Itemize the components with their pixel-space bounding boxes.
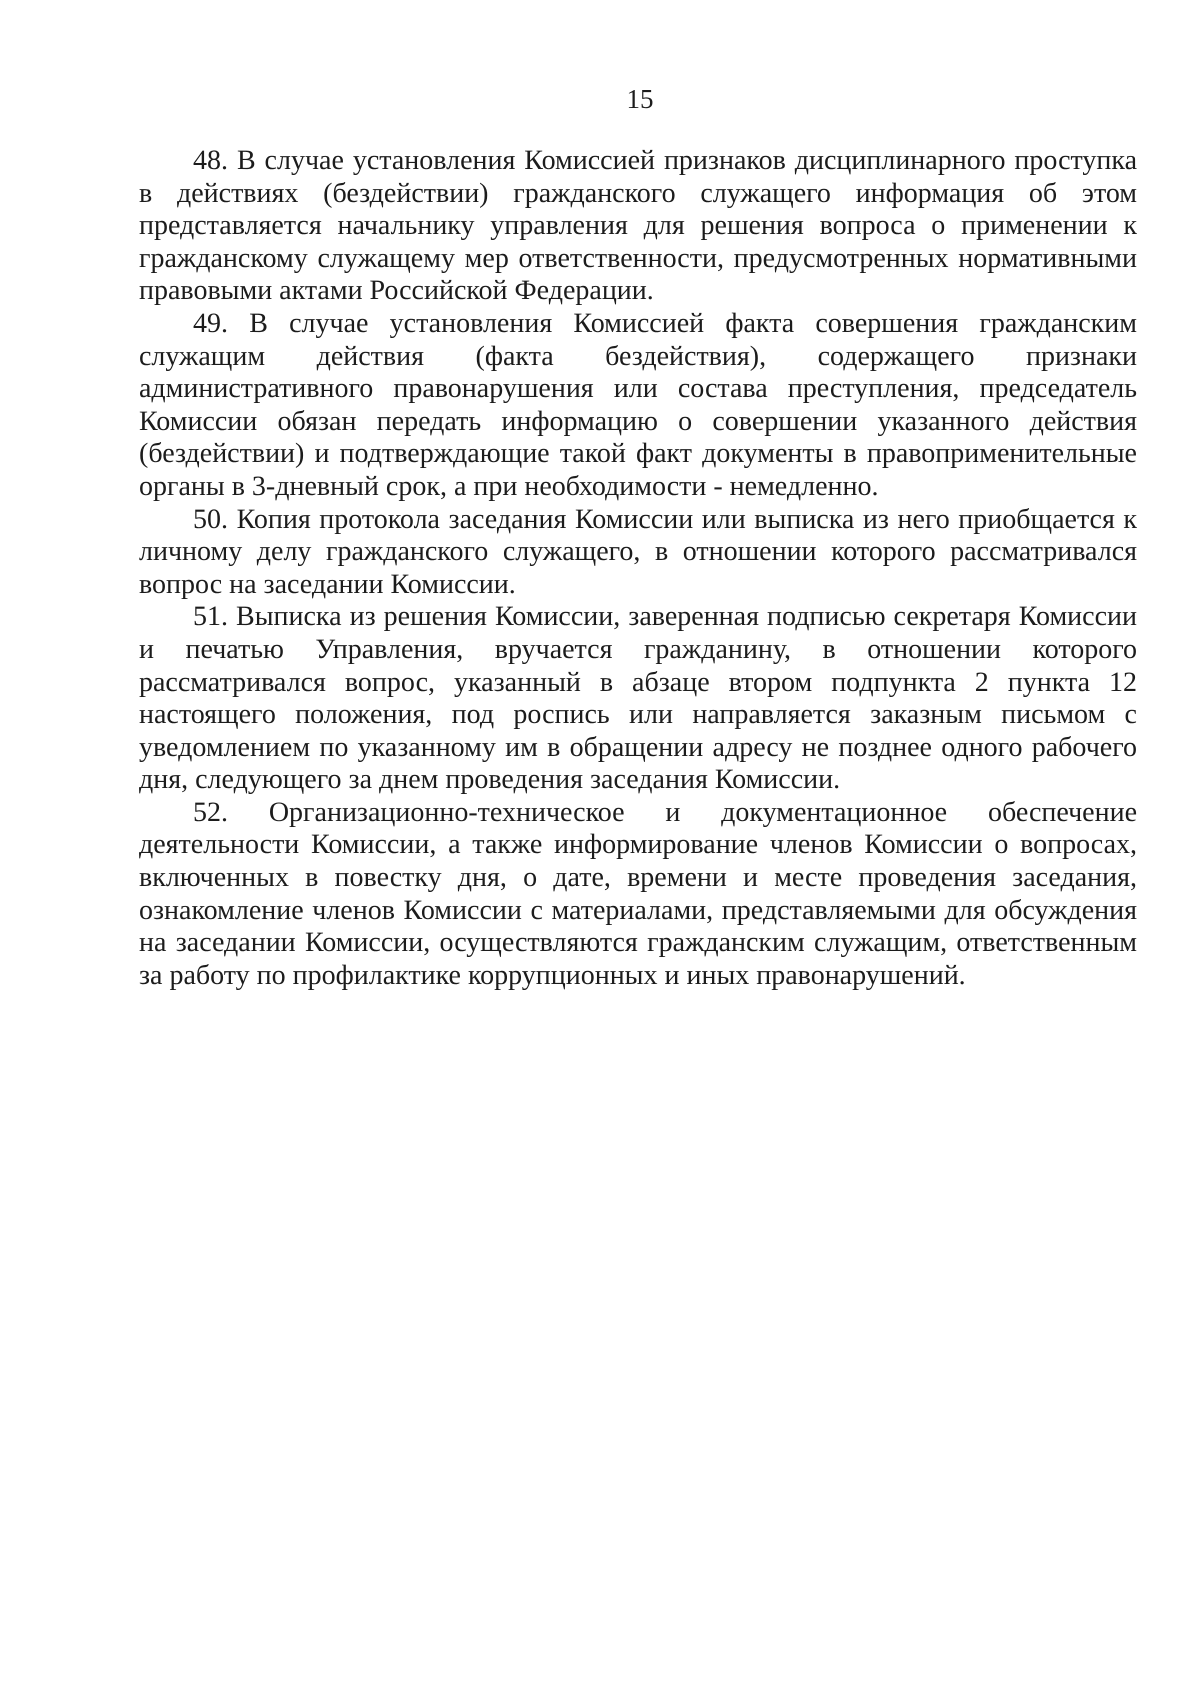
- paragraph-50: 50. Копия протокола заседания Комиссии или выписка из него приобщается к личному делу гражданского служащего, в отношении которого рассматривался вопрос на заседании Комиссии.: [139, 503, 1137, 600]
- document-body: [139, 145, 1137, 992]
- paragraph-51: 51. Выписка из решения Комиссии, заверенная подписью секретаря Комиссии и печатью Управления, вручается гражданину, в отношении которого рассматривался вопрос, указанный в абзаце втором подпункта 2 пункта 12 настоящего положения, под роспись или направляется заказным письмом с уведомлением по указанному им в обращении адресу не позднее одного рабочего дня, следующего за днем проведения заседания Комиссии.: [139, 601, 1137, 796]
- paragraph-48: 48. В случае установления Комиссией признаков дисциплинарного проступка в действиях (бездействии) гражданского служащего информация об этом представляется начальнику управления для решения вопроса о применении к гражданскому служащему мер ответственности, предусмотренных нормативными правовыми актами Российской Федерации.: [139, 145, 1137, 307]
- paragraph-49: 49. В случае установления Комиссией факта совершения гражданским служащим действия (факта бездействия), содержащего признаки административного правонарушения или состава преступления, председатель Комиссии обязан передать информацию о совершении указанного действия (бездействии) и подтверждающие такой факт документы в правоприменительные органы в 3-дневный срок, а при необходимости - немедленно.: [139, 307, 1137, 502]
- paragraph-52: 52. Организационно-техническое и документационное обеспечение деятельности Комиссии, а также информирование членов Комиссии о вопросах, включенных в повестку дня, о дате, времени и месте проведения заседания, ознакомление членов Комиссии с материалами, представляемыми для обсуждения на заседании Комиссии, осуществляются гражданским служащим, ответственным за работу по профилактике коррупционных и иных правонарушений.: [139, 796, 1137, 991]
- page-number: 15: [626, 84, 654, 114]
